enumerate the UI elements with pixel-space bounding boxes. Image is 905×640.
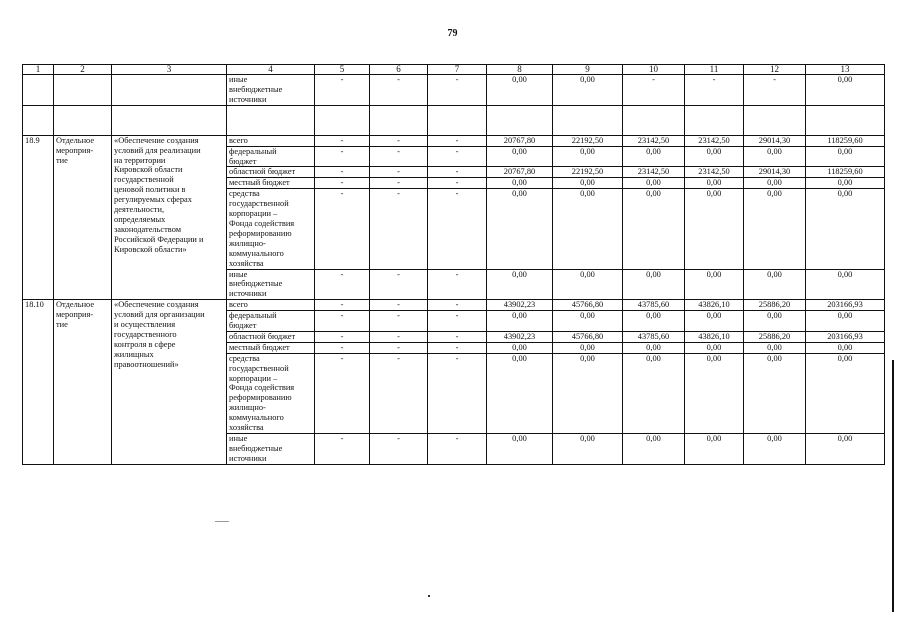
column-header: 2 xyxy=(54,65,112,75)
value-cell: - xyxy=(370,189,428,269)
value-cell: 23142,50 xyxy=(623,167,685,178)
value-cell: 43785,60 xyxy=(623,331,685,342)
value-cell: 0,00 xyxy=(487,342,553,353)
value-cell: 0,00 xyxy=(623,189,685,269)
column-header: 8 xyxy=(487,65,553,75)
event-type-cell: Отдельное мероприя- тие xyxy=(54,300,112,465)
source-label-cell: средства государственной корпорации – Фонда содействия реформированию жилищно- коммунального хозяйства xyxy=(227,353,315,433)
value-cell: 0,00 xyxy=(744,269,806,300)
value-cell: 0,00 xyxy=(623,342,685,353)
value-cell: - xyxy=(428,189,487,269)
value-cell: 0,00 xyxy=(744,189,806,269)
value-cell: 0,00 xyxy=(806,146,885,167)
value-cell: 0,00 xyxy=(806,342,885,353)
value-cell: - xyxy=(685,75,744,106)
value-cell: 22192,50 xyxy=(553,167,623,178)
value-cell: - xyxy=(315,75,370,106)
value-cell: 0,00 xyxy=(744,146,806,167)
value-cell: 203166,93 xyxy=(806,331,885,342)
value-cell: 0,00 xyxy=(685,342,744,353)
value-cell: - xyxy=(428,75,487,106)
source-label-cell: всего xyxy=(227,300,315,311)
value-cell: - xyxy=(370,311,428,332)
value-cell: - xyxy=(370,75,428,106)
column-header: 3 xyxy=(112,65,227,75)
value-cell: - xyxy=(428,353,487,433)
value-cell: 0,00 xyxy=(685,178,744,189)
event-description-cell xyxy=(112,75,227,106)
value-cell: - xyxy=(315,146,370,167)
column-header: 7 xyxy=(428,65,487,75)
value-cell: 0,00 xyxy=(806,269,885,300)
value-cell: 0,00 xyxy=(487,178,553,189)
event-description-cell: «Обеспечение создания условий для реализации на территории Кировской области государственной ценовой политики в регулируемых сферах деятельности, определяемых законодательством Российской Федерации и Кировской области» xyxy=(112,135,227,300)
value-cell: 0,00 xyxy=(553,189,623,269)
value-cell: 43826,10 xyxy=(685,331,744,342)
value-cell: - xyxy=(428,342,487,353)
value-cell: - xyxy=(315,331,370,342)
page-number: 79 xyxy=(447,28,458,39)
source-label-cell: иные внебюджетные источники xyxy=(227,434,315,465)
value-cell: - xyxy=(370,135,428,146)
value-cell: 23142,50 xyxy=(685,167,744,178)
value-cell: 0,00 xyxy=(744,342,806,353)
column-header: 4 xyxy=(227,65,315,75)
value-cell: - xyxy=(315,189,370,269)
column-header: 9 xyxy=(553,65,623,75)
source-label-cell: иные внебюджетные источники xyxy=(227,269,315,300)
value-cell: 0,00 xyxy=(623,269,685,300)
scan-line xyxy=(215,521,229,522)
value-cell: - xyxy=(370,434,428,465)
source-label-cell: местный бюджет xyxy=(227,342,315,353)
value-cell: - xyxy=(370,331,428,342)
value-cell: 23142,50 xyxy=(623,135,685,146)
scan-speck xyxy=(428,595,430,597)
column-header: 6 xyxy=(370,65,428,75)
value-cell: 0,00 xyxy=(685,353,744,433)
value-cell: 118259,60 xyxy=(806,135,885,146)
row-number-cell xyxy=(23,75,54,106)
value-cell: 0,00 xyxy=(553,146,623,167)
source-label-cell: федеральный бюджет xyxy=(227,311,315,332)
spacer-row xyxy=(23,105,885,135)
value-cell: 0,00 xyxy=(487,353,553,433)
value-cell: - xyxy=(370,269,428,300)
value-cell: 25886,20 xyxy=(744,331,806,342)
column-header: 13 xyxy=(806,65,885,75)
value-cell: 0,00 xyxy=(487,189,553,269)
value-cell: 0,00 xyxy=(806,353,885,433)
value-cell: - xyxy=(315,178,370,189)
value-cell: 0,00 xyxy=(685,311,744,332)
value-cell: - xyxy=(370,353,428,433)
event-type-cell: Отдельное мероприя- тие xyxy=(54,135,112,300)
value-cell: 0,00 xyxy=(744,178,806,189)
value-cell: 118259,60 xyxy=(806,167,885,178)
value-cell: 0,00 xyxy=(487,75,553,106)
column-header: 1 xyxy=(23,65,54,75)
value-cell: 0,00 xyxy=(553,178,623,189)
value-cell: - xyxy=(315,311,370,332)
value-cell: 0,00 xyxy=(623,311,685,332)
value-cell: 29014,30 xyxy=(744,135,806,146)
value-cell: 203166,93 xyxy=(806,300,885,311)
event-type-cell xyxy=(54,75,112,106)
value-cell: 29014,30 xyxy=(744,167,806,178)
value-cell: 0,00 xyxy=(685,434,744,465)
value-cell: 0,00 xyxy=(623,178,685,189)
table-row xyxy=(23,300,885,311)
source-label-cell: иные внебюджетные источники xyxy=(227,75,315,106)
column-header: 10 xyxy=(623,65,685,75)
value-cell: - xyxy=(428,311,487,332)
value-cell: - xyxy=(315,342,370,353)
row-number-cell: 18.10 xyxy=(23,300,54,465)
value-cell: - xyxy=(428,269,487,300)
value-cell: - xyxy=(370,167,428,178)
value-cell: 0,00 xyxy=(553,311,623,332)
value-cell: - xyxy=(744,75,806,106)
source-label-cell: областной бюджет xyxy=(227,167,315,178)
source-label-cell: средства государственной корпорации – Фонда содействия реформированию жилищно- коммунального хозяйства xyxy=(227,189,315,269)
value-cell: 0,00 xyxy=(487,269,553,300)
value-cell: 43785,60 xyxy=(623,300,685,311)
value-cell: - xyxy=(428,300,487,311)
source-label-cell: местный бюджет xyxy=(227,178,315,189)
value-cell: - xyxy=(428,178,487,189)
value-cell: - xyxy=(315,269,370,300)
value-cell: 0,00 xyxy=(553,342,623,353)
table-body xyxy=(23,65,885,465)
value-cell: 43826,10 xyxy=(685,300,744,311)
value-cell: 0,00 xyxy=(685,146,744,167)
value-cell: - xyxy=(428,146,487,167)
value-cell: 0,00 xyxy=(806,178,885,189)
column-header: 12 xyxy=(744,65,806,75)
value-cell: - xyxy=(370,178,428,189)
value-cell: - xyxy=(428,331,487,342)
value-cell: 0,00 xyxy=(685,189,744,269)
source-label-cell: областной бюджет xyxy=(227,331,315,342)
value-cell: 0,00 xyxy=(553,434,623,465)
value-cell: - xyxy=(428,135,487,146)
value-cell: - xyxy=(370,300,428,311)
carry-row xyxy=(23,75,885,106)
value-cell: 22192,50 xyxy=(553,135,623,146)
value-cell: 0,00 xyxy=(806,75,885,106)
row-number-cell: 18.9 xyxy=(23,135,54,300)
value-cell: 0,00 xyxy=(744,311,806,332)
value-cell: 0,00 xyxy=(487,146,553,167)
source-label-cell: федеральный бюджет xyxy=(227,146,315,167)
value-cell: 0,00 xyxy=(553,353,623,433)
value-cell: 0,00 xyxy=(553,75,623,106)
value-cell: 25886,20 xyxy=(744,300,806,311)
value-cell: 0,00 xyxy=(806,311,885,332)
value-cell: 0,00 xyxy=(685,269,744,300)
value-cell: 45766,80 xyxy=(553,331,623,342)
value-cell: 0,00 xyxy=(623,146,685,167)
funding-table xyxy=(22,64,885,465)
value-cell: - xyxy=(370,342,428,353)
value-cell: 0,00 xyxy=(744,353,806,433)
source-label-cell: всего xyxy=(227,135,315,146)
value-cell: 0,00 xyxy=(623,434,685,465)
value-cell: 0,00 xyxy=(623,353,685,433)
event-description-cell: «Обеспечение создания условий для организации и осуществления государственного контроля в сфере жилищных правоотношений» xyxy=(112,300,227,465)
value-cell: 20767,80 xyxy=(487,135,553,146)
value-cell: - xyxy=(315,434,370,465)
table-row xyxy=(23,135,885,146)
value-cell: 0,00 xyxy=(553,269,623,300)
value-cell: - xyxy=(315,167,370,178)
value-cell: 0,00 xyxy=(487,434,553,465)
value-cell: 0,00 xyxy=(487,311,553,332)
value-cell: 43902,23 xyxy=(487,300,553,311)
value-cell: 0,00 xyxy=(744,434,806,465)
value-cell: - xyxy=(428,434,487,465)
value-cell: - xyxy=(370,146,428,167)
value-cell: - xyxy=(623,75,685,106)
value-cell: 0,00 xyxy=(806,434,885,465)
value-cell: - xyxy=(315,135,370,146)
header-row xyxy=(23,65,885,75)
value-cell: - xyxy=(315,300,370,311)
column-header: 11 xyxy=(685,65,744,75)
value-cell: 20767,80 xyxy=(487,167,553,178)
margin-edge-mark xyxy=(892,360,894,612)
value-cell: - xyxy=(315,353,370,433)
value-cell: 45766,80 xyxy=(553,300,623,311)
value-cell: - xyxy=(428,167,487,178)
value-cell: 0,00 xyxy=(806,189,885,269)
value-cell: 43902,23 xyxy=(487,331,553,342)
value-cell: 23142,50 xyxy=(685,135,744,146)
column-header: 5 xyxy=(315,65,370,75)
